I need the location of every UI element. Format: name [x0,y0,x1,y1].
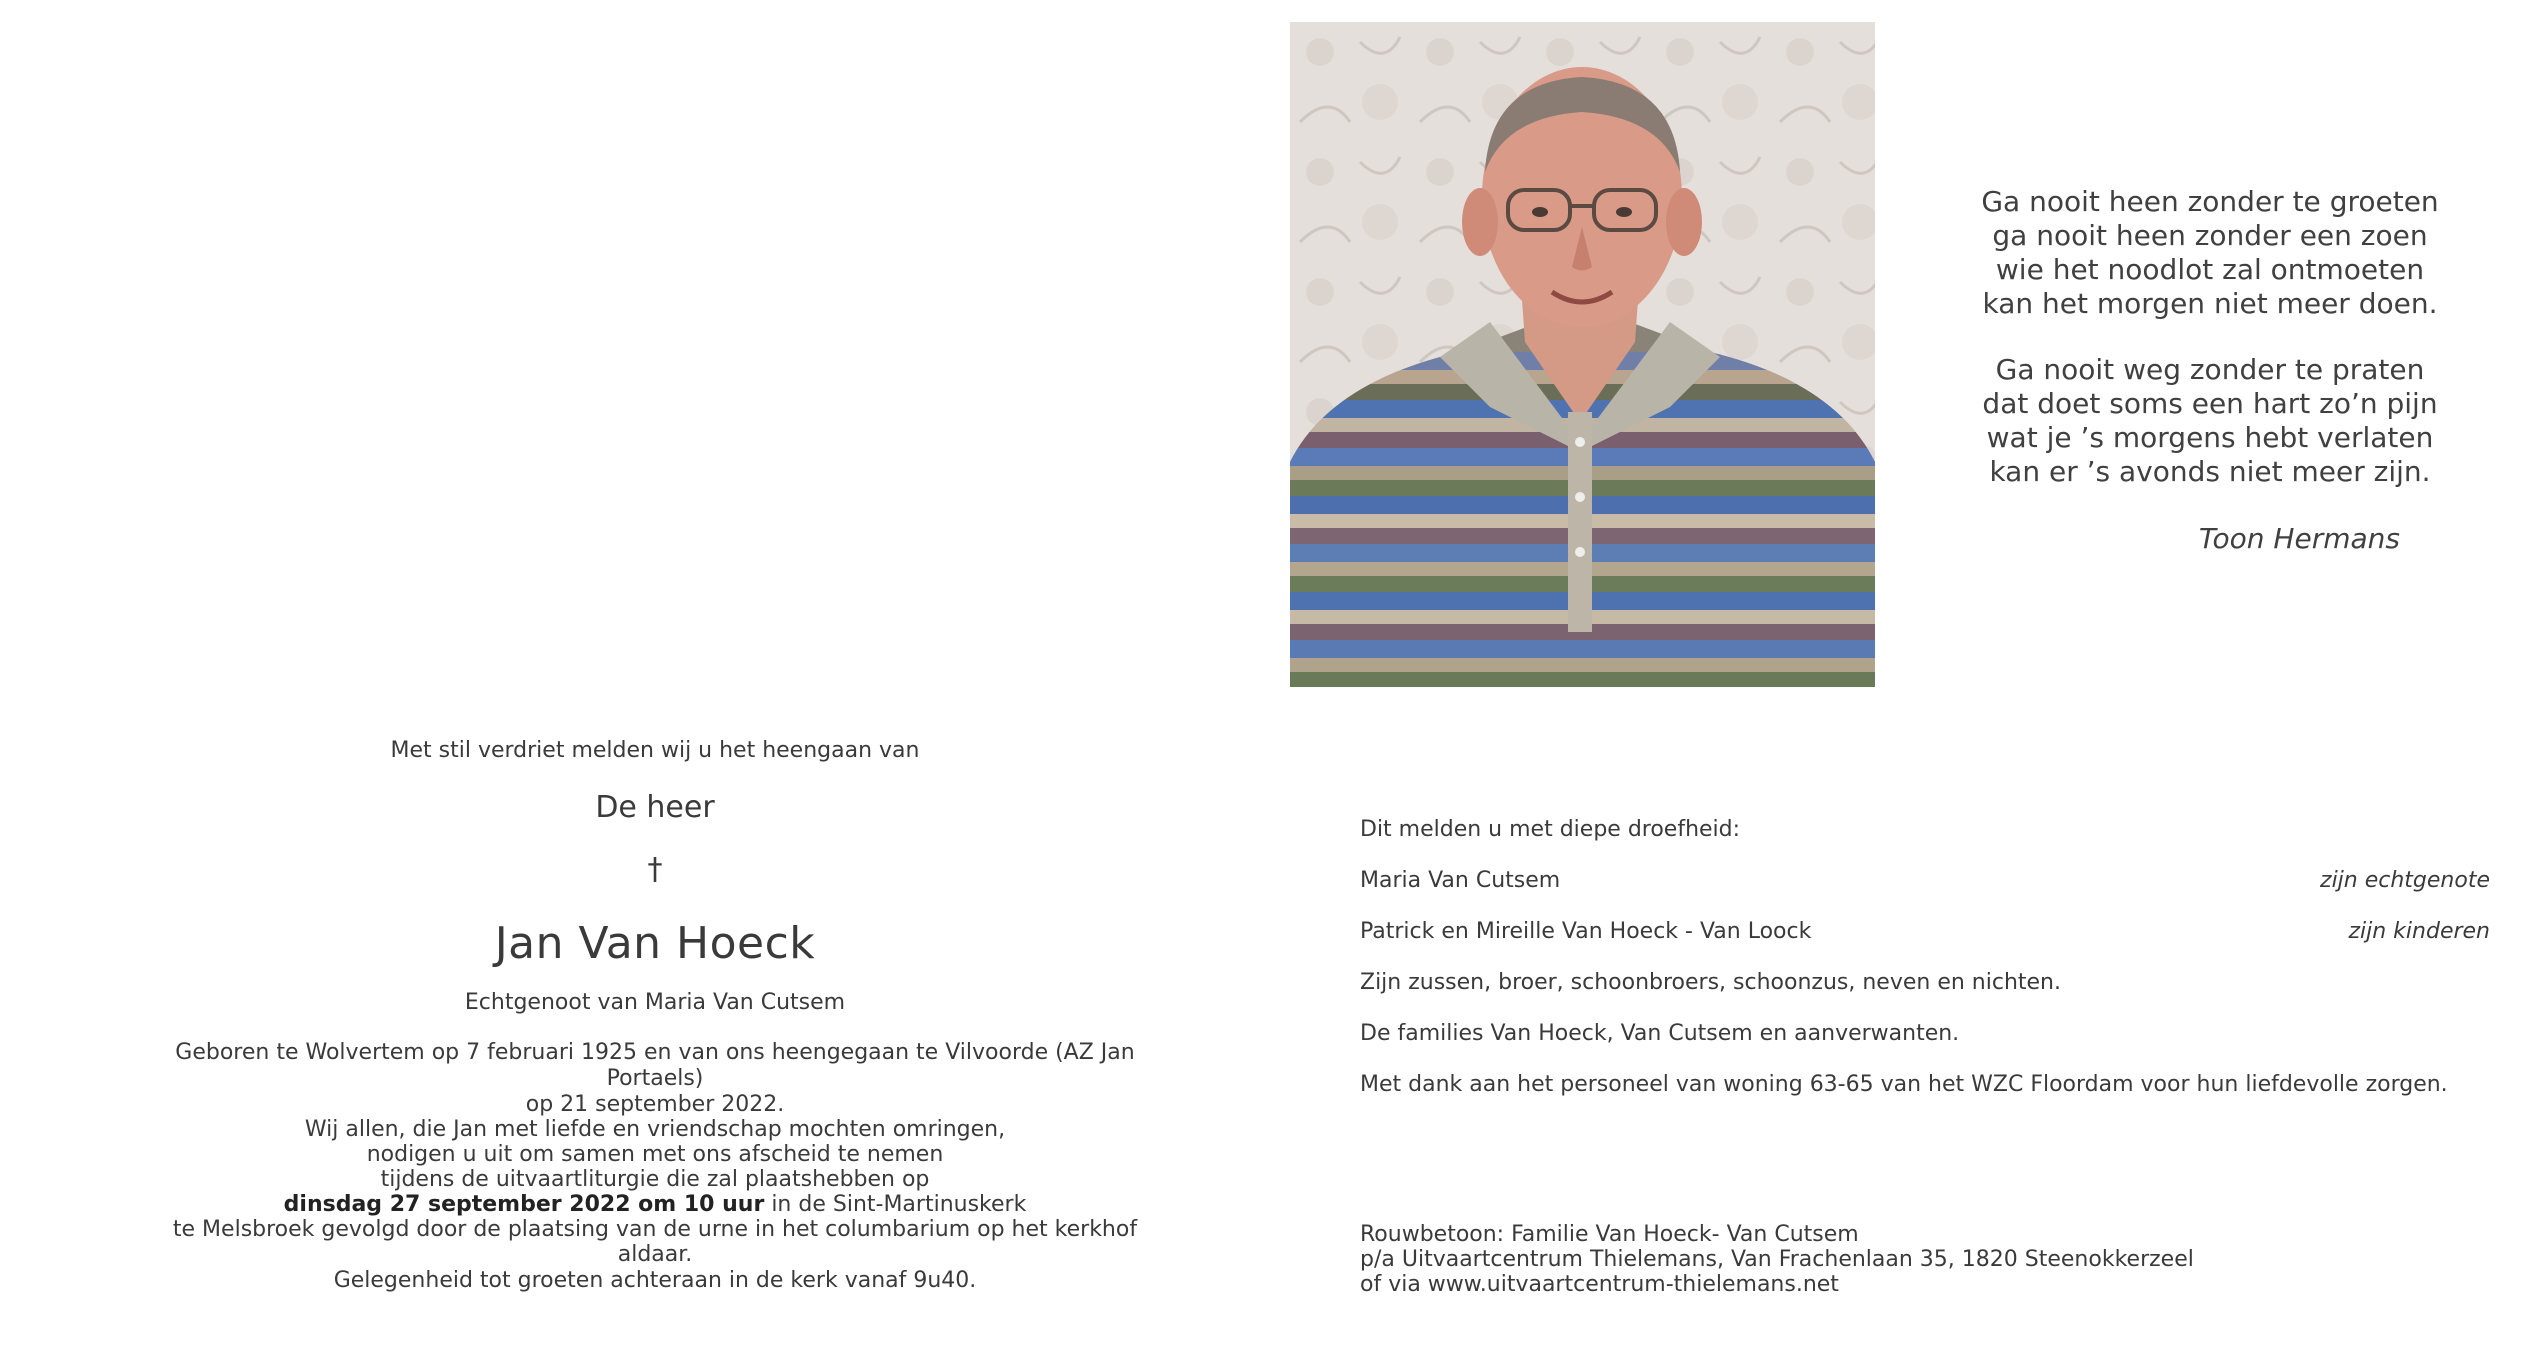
condolence-line-2: p/a Uitvaartcentrum Thielemans, Van Frachenlaan 35, 1820 Steenokkerzeel [1360,1247,2194,1272]
family-heading-text: Dit melden u met diepe droefheid: [1360,817,1741,842]
greeting-info: Gelegenheid tot groeten achteraan in de kerk vanaf 9u40. [333,1268,977,1293]
poem-author: Toon Hermans [2198,522,2400,555]
portrait-photo [1290,22,1875,687]
deceased-name: Jan Van Hoeck [494,918,816,969]
cross-symbol: † [647,852,663,887]
portrait-image [1290,22,1875,687]
family-member-name: Maria Van Cutsem [1360,868,1561,893]
honorific: De heer [595,790,715,825]
condolence-address [1360,1222,2490,1297]
poem-line: dat doet soms een hart zo’n pijn [1982,387,2438,420]
family-member-relation: zijn echtgenote [2320,868,2490,893]
birth-death-line-1: Geboren te Wolvertem op 7 februari 1925 en van ons heengegaan te Vilvoorde (AZ Jan Portaels) [175,1040,1135,1091]
poem-line: ga nooit heen zonder een zoen [1992,219,2428,252]
condolence-line-1: Rouwbetoon: Familie Van Hoeck- Van Cutsem [1360,1222,1859,1247]
condolence-website: of via www.uitvaartcentrum-thielemans.net [1360,1272,1839,1297]
intro-text: Met stil verdriet melden wij u het heengaan van [390,738,920,763]
family-row [1360,919,2490,945]
poem-stanza-1 [1930,185,2490,321]
family-member-name: Met dank aan het personeel van woning 63-65 van het WZC Floordam voor hun liefdevolle zorgen. [1360,1072,2448,1097]
invitation-line-1: Wij allen, die Jan met liefde en vriendschap mochten omringen, [304,1117,1006,1142]
family-member-name: Patrick en Mireille Van Hoeck - Van Loock [1360,919,1812,944]
family-row [1360,1021,2490,1047]
funeral-place: in de Sint-Martinuskerk [764,1192,1027,1217]
spouse-line: Echtgenoot van Maria Van Cutsem [464,990,846,1015]
poem [1930,185,2490,521]
invitation-line-3: tijdens de uitvaartliturgie die zal plaatshebben op [380,1167,930,1192]
poem-stanza-2 [1930,353,2490,489]
invitation-line-2: nodigen u uit om samen met ons afscheid te nemen [366,1142,944,1167]
poem-line: kan er ’s avonds niet meer zijn. [1989,455,2431,488]
family-row [1360,868,2490,894]
birth-death-line-2: op 21 september 2022. [525,1092,785,1117]
funeral-date: dinsdag 27 september 2022 om 10 uur [283,1192,765,1217]
family-row [1360,970,2490,996]
family-announcement [1360,817,2490,1123]
poem-line: wie het noodlot zal ontmoeten [1995,253,2425,286]
invitation-line-4 [140,1192,1170,1217]
poem-line: wat je ’s morgens hebt verlaten [1986,421,2434,454]
family-heading [1360,817,2490,843]
family-row [1360,1072,2490,1098]
poem-line: kan het morgen niet meer doen. [1982,287,2438,320]
birth-death-text [140,1040,1170,1118]
invitation-line-5: te Melsbroek gevolgd door de plaatsing van de urne in het columbarium op het kerkhof aldaar. [172,1217,1138,1267]
family-member-name: Zijn zussen, broer, schoonbroers, schoonzus, neven en nichten. [1360,970,2061,995]
family-member-relation: zijn kinderen [2348,919,2490,944]
family-member-name: De families Van Hoeck, Van Cutsem en aanverwanten. [1360,1021,1960,1046]
funeral-invitation [140,1117,1170,1267]
poem-line: Ga nooit weg zonder te praten [1995,353,2425,386]
poem-line: Ga nooit heen zonder te groeten [1981,185,2439,218]
